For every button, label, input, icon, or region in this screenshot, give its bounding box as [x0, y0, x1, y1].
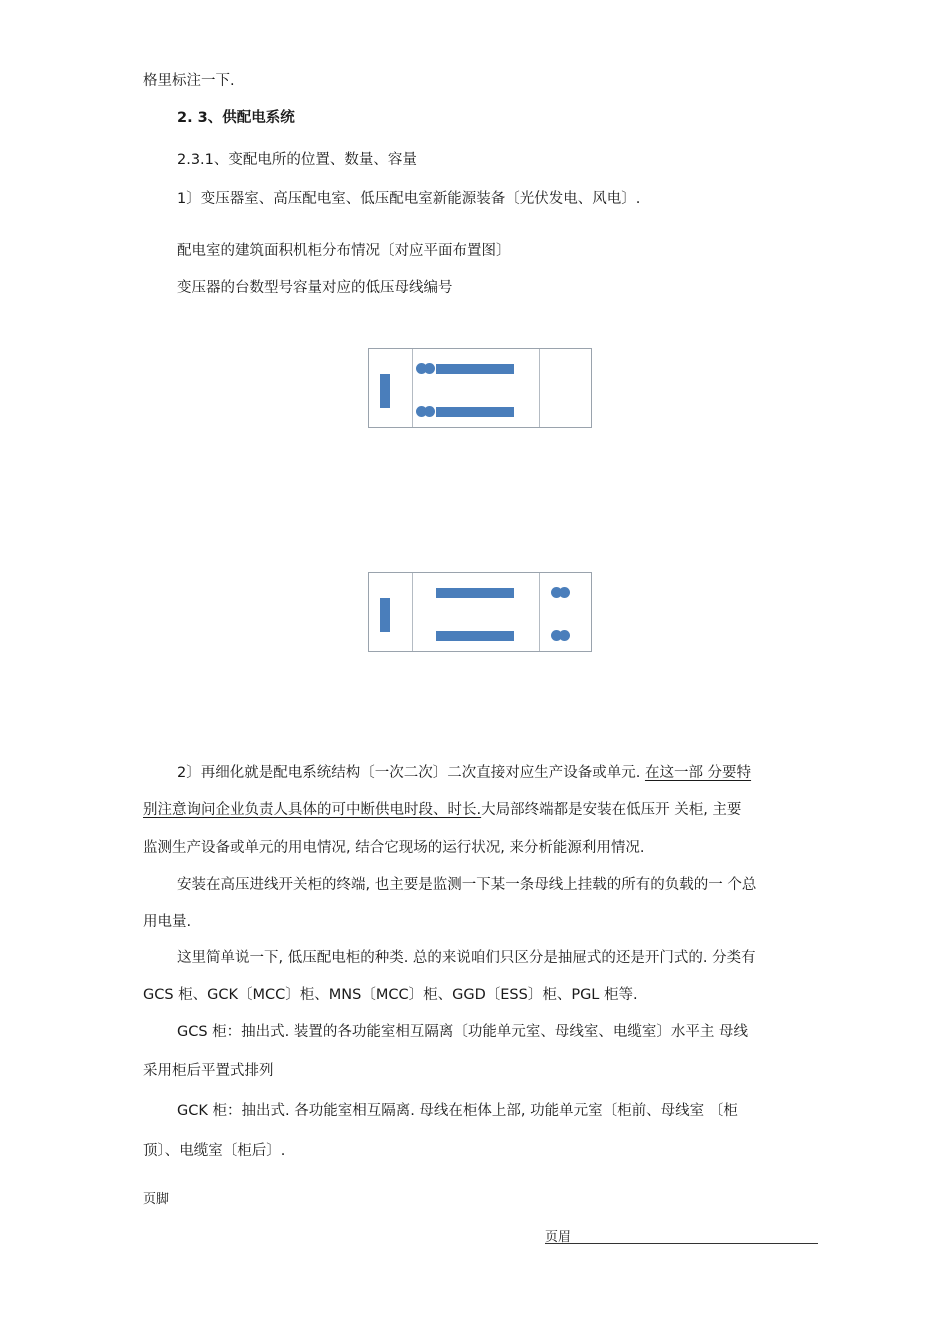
busbar-shape — [436, 407, 514, 417]
text-line: 变压器的台数型号容量对应的低压母线编号 — [177, 280, 453, 296]
paragraph-line: 采用柜后平置式排列 — [143, 1063, 274, 1079]
subsection-heading: 2.3.1、变配电所的位置、数量、容量 — [177, 152, 417, 168]
diagram-divider — [539, 573, 540, 651]
transformer-shape — [380, 598, 390, 632]
diagram-divider — [412, 349, 413, 427]
paragraph-line: GCS 柜、GCK〔MCC〕柜、MNS〔MCC〕柜、GGD〔ESS〕柜、PGL 柜等. — [143, 987, 638, 1003]
text-line: 格里标注一下. — [143, 73, 235, 89]
paragraph-line: 这里简单说一下, 低压配电柜的种类. 总的来说咱们只区分是抽屉式的还是开门式的. 分类有 — [177, 950, 756, 966]
paragraph-line: 监测生产设备或单元的用电情况, 结合它现场的运行状况, 来分析能源利用情况. — [143, 840, 645, 856]
section-heading: 2. 3、供配电系统 — [177, 110, 295, 126]
paragraph-line: 用电量. — [143, 914, 192, 930]
underlined-text: 在这一部 分要特 — [644, 765, 752, 781]
diagram-divider — [539, 349, 540, 427]
list-item: 1〕变压器室、高压配电室、低压配电室新能源装备〔光伏发电、风电〕. — [177, 191, 641, 207]
page-footer-label: 页脚 — [143, 1192, 170, 1207]
paragraph-line — [177, 763, 751, 783]
circle-shape — [559, 587, 570, 598]
cabinet-layout-diagram-2 — [368, 572, 592, 652]
circle-shape — [424, 406, 435, 417]
circle-shape — [424, 363, 435, 374]
busbar-shape — [436, 588, 514, 598]
text-span: 大局部终端都是安装在低压开 关柜, 主要 — [481, 802, 742, 818]
cabinet-layout-diagram-1 — [368, 348, 592, 428]
footer-rule — [545, 1243, 818, 1244]
paragraph-line: 顶〕、电缆室〔柜后〕. — [143, 1143, 286, 1159]
paragraph-line — [143, 800, 741, 820]
page-header-label: 页眉 — [545, 1230, 572, 1245]
paragraph-line: GCS 柜：抽出式. 装置的各功能室相互隔离〔功能单元室、母线室、电缆室〕水平主 母线 — [177, 1024, 748, 1040]
paragraph-line: 安装在高压进线开关柜的终端, 也主要是监测一下某一条母线上挂载的所有的负载的一 个总 — [177, 877, 757, 893]
diagram-divider — [412, 573, 413, 651]
paragraph-line: GCK 柜：抽出式. 各功能室相互隔离. 母线在柜体上部, 功能单元室〔柜前、母线室 〔柜 — [177, 1103, 738, 1119]
text-span: 2〕再细化就是配电系统结构〔一次二次〕二次直接对应生产设备或单元. — [177, 765, 641, 781]
circle-shape — [559, 630, 570, 641]
busbar-shape — [436, 631, 514, 641]
underlined-text: 别注意询问企业负责人具体的可中断供电时段、时长. — [143, 802, 482, 818]
transformer-shape — [380, 374, 390, 408]
busbar-shape — [436, 364, 514, 374]
text-line: 配电室的建筑面积机柜分布情况〔对应平面布置图〕 — [177, 243, 511, 259]
